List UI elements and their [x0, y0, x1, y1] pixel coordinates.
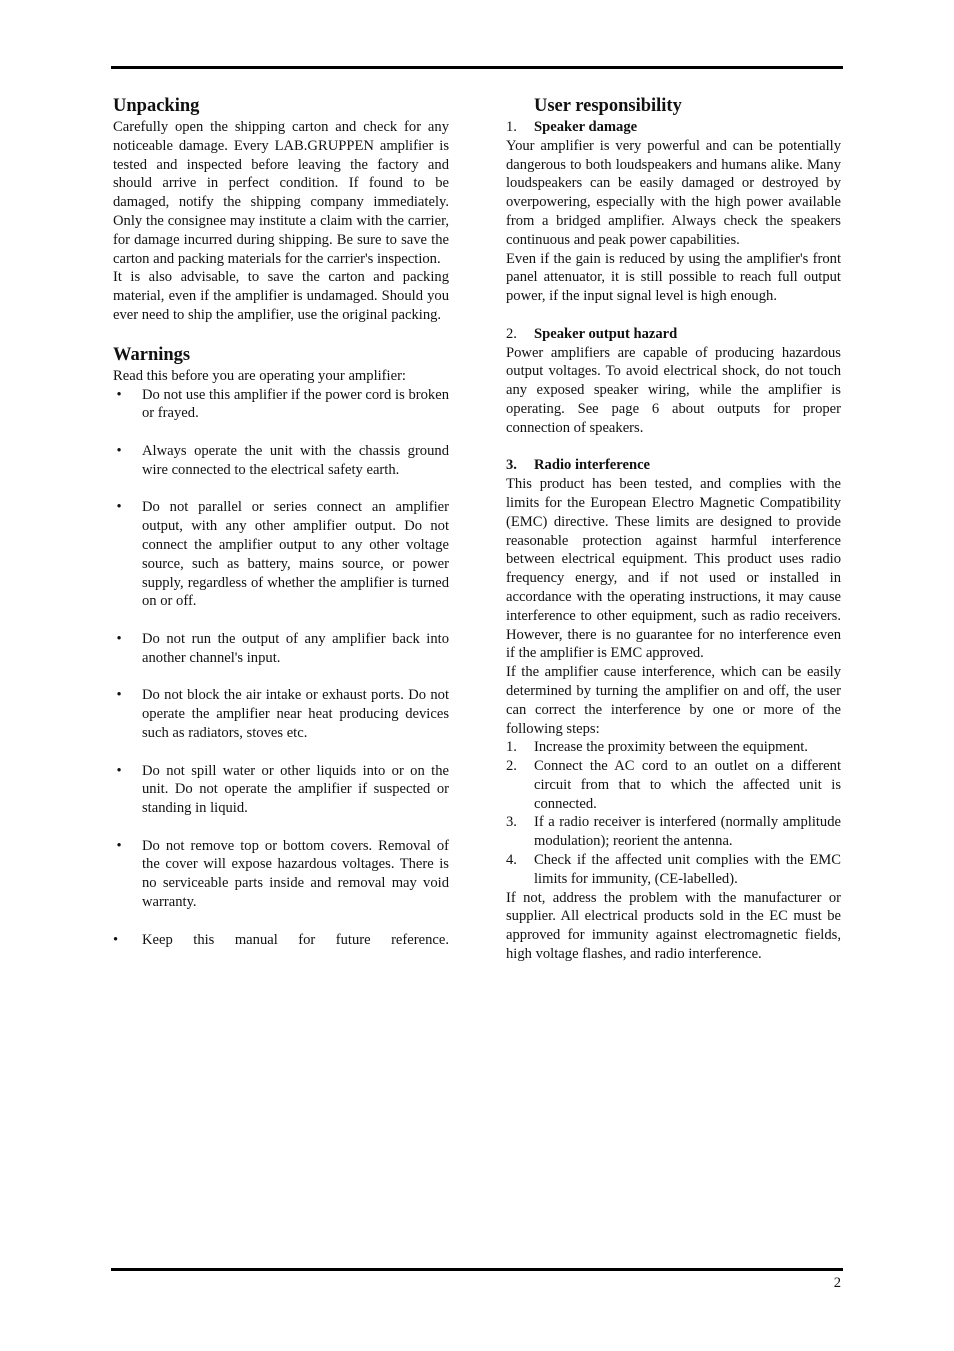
speaker-damage-paragraph-1: Your amplifier is very powerful and can be potentially dangerous to both loudspeakers and humans alike. Many loudspeakers can be easily damaged or destroyed by overpowering, especially with the high power available from a bridged amplifier. Always check the speakers continuous and peak power capabilities.	[506, 137, 841, 248]
unpacking-heading: Unpacking	[113, 96, 200, 116]
list-item: • Do not parallel or series connect an amplifier output, with any other amplifier output. Do not connect the amplifier output to any other voltage source, such as battery, mains source, or power supply, regardless of whether the amplifier is turned on or off.	[113, 498, 449, 611]
bullet: •	[116, 499, 122, 516]
bottom-rule	[111, 1268, 843, 1271]
radio-interference-paragraph-2: If the amplifier cause interference, which can be easily determined by turning the amplifier on and off, the user can correct the interference by one or more of the following steps:	[506, 664, 841, 737]
unpacking-paragraph-2: It is also advisable, to save the carton and packing material, even if the amplifier is undamaged. Should you ever need to ship the amplifier, use the original packing.	[113, 269, 449, 323]
warnings-list	[113, 386, 449, 950]
page-number: 2	[833, 1275, 841, 1291]
bullet: •	[116, 630, 122, 647]
warnings-heading: Warnings	[113, 344, 191, 365]
speaker-output-hazard-heading: 2. Speaker output hazard	[506, 325, 678, 342]
list-item: 1. Increase the proximity between the equipment.	[506, 739, 808, 756]
radio-interference-heading: 3. Radio interference	[506, 457, 651, 474]
list-item: 4. Check if the affected unit complies with the EMC limits for immunity, (CE-labelled).	[506, 852, 841, 887]
top-rule	[111, 66, 843, 69]
bullet: •	[116, 687, 122, 704]
list-item: 3. If a radio receiver is interfered (normally amplitude modulation); reorient the antenna.	[506, 814, 841, 850]
speaker-output-hazard-paragraph: Power amplifiers are capable of producing hazardous output voltages. To avoid electrical shock, do not touch any exposed speaker wiring, while the amplifier is operating. See page 6 about outputs for proper connection of speakers.	[506, 344, 841, 436]
user-responsibility-heading: User responsibility	[534, 96, 682, 116]
list-item: • Always operate the unit with the chassis ground wire connected to the electrical safety earth.	[113, 442, 449, 480]
list-item: 2. Connect the AC cord to an outlet on a different circuit from that to which the affected unit is connected.	[506, 758, 841, 812]
unpacking-paragraph-1: Carefully open the shipping carton and check for any noticeable damage. Every LAB.GRUPPEN amplifier is tested and inspected before leaving the factory and should arrive in perfect condition. If found to be damaged, notify the shipping company immediately. Only the consignee may institute a claim with the carrier, for damage incurred during shipping. Be sure to save the carton and packing materials for the carrier's inspection.	[113, 119, 449, 267]
list-item: • Do not use this amplifier if the power cord is broken or frayed.	[113, 386, 449, 424]
radio-interference-paragraph-3: If not, address the problem with the manufacturer or supplier. All electrical products sold in the EC must be approved for immunity against electromagnetic fields, high voltage flashes, and radio interference.	[506, 889, 841, 963]
list-item: • Keep this manual for future reference.	[113, 931, 449, 948]
list-item: • Do not block the air intake or exhaust ports. Do not operate the amplifier near heat producing devices such as radiators, stoves etc.	[113, 686, 449, 742]
list-item: • Do not run the output of any amplifier back into another channel's input.	[113, 630, 449, 668]
speaker-damage-paragraph-2: Even if the gain is reduced by using the amplifier's front panel attenuator, it is still possible to reach full output power, if the input signal level is high enough.	[506, 250, 841, 305]
bullet: •	[116, 837, 122, 854]
bullet: •	[116, 442, 122, 459]
bullet: •	[116, 386, 122, 403]
right-column	[506, 94, 841, 964]
bullet: •	[116, 762, 122, 779]
bullet: •	[113, 931, 119, 948]
radio-interference-paragraph-1: This product has been tested, and complies with the limits for the European Electro Magnetic Compatibility (EMC) directive. These limits are designed to provide reasonable protection against harmful interference between electrical equipment. This product uses radio frequency energy, and if not used or installed in accordance with the operating instructions, it may cause interference to other equipment, such as radio receivers. However, there is no guarantee for no interference even if the amplifier is EMC approved.	[506, 476, 841, 662]
list-item: • Do not spill water or other liquids into or on the unit. Do not operate the amplifier if suspected or standing in liquid.	[113, 762, 449, 818]
warnings-intro: Read this before you are operating your amplifier:	[113, 367, 406, 384]
left-column	[113, 94, 449, 968]
list-item: • Do not remove top or bottom covers. Removal of the cover will expose hazardous voltages. There is no serviceable parts inside and removal may void warranty.	[113, 837, 449, 912]
interference-steps-list	[506, 738, 841, 888]
speaker-damage-heading: 1. Speaker damage	[506, 119, 638, 135]
